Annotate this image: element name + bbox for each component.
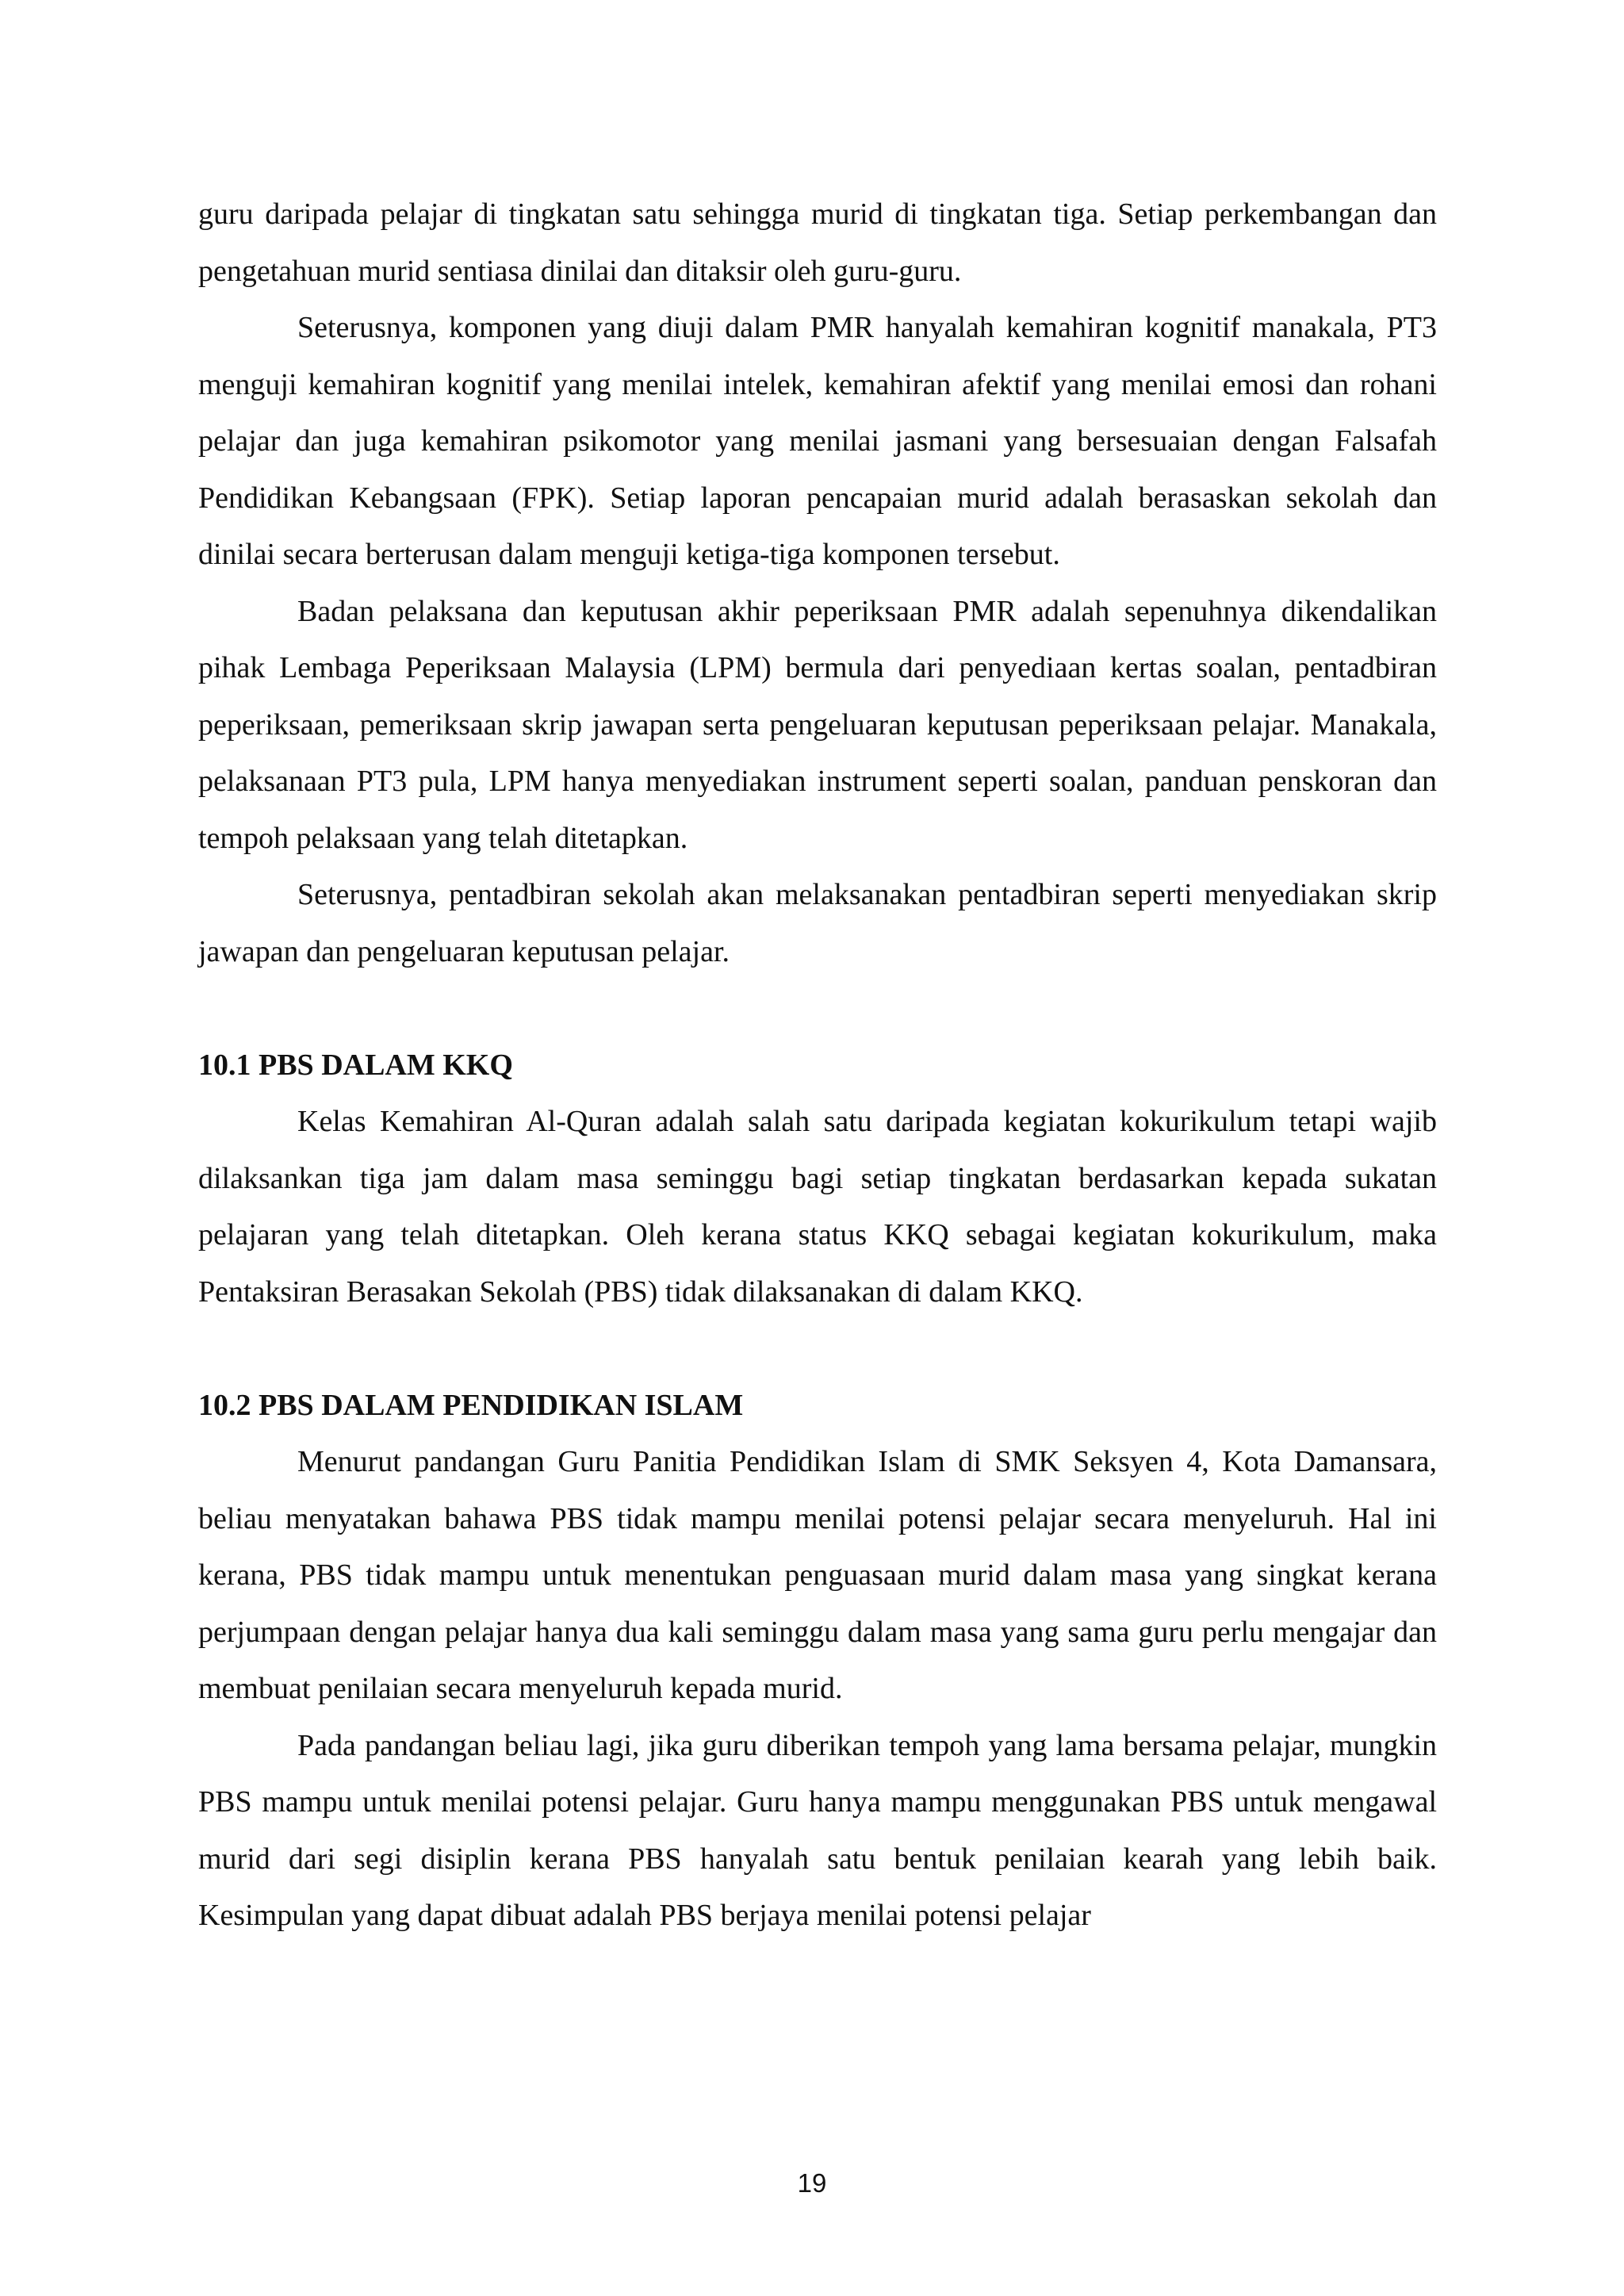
section-heading-10-1: 10.1 PBS DALAM KKQ xyxy=(198,1048,513,1082)
paragraph-components: Seterusnya, komponen yang diuji dalam PMR hanyalah kemahiran kognitif manakala, PT3 menguji kemahiran kognitif yang menilai intelek, kemahiran afektif yang menilai emosi dan rohani pelajar dan juga kemahiran psikomotor yang menilai jasmani yang bersesuaian dengan Falsafah Pendidikan Kebangsaan (FPK). Setiap laporan pencapaian murid adalah berasaskan sekolah dan dinilai secara berterusan dalam menguji ketiga-tiga komponen tersebut. xyxy=(198,311,1437,571)
paragraph-exam-body: Badan pelaksana dan keputusan akhir peperiksaan PMR adalah sepenuhnya dikendalikan pihak Lembaga Peperiksaan Malaysia (LPM) bermula dari penyediaan kertas soalan, pentadbiran peperiksaan, pemeriksaan skrip jawapan serta pengeluaran keputusan peperiksaan pelajar. Manakala, pelaksanaan PT3 pula, LPM hanya menyediakan instrument seperti soalan, panduan penskoran dan tempoh pelaksaan yang telah ditetapkan. xyxy=(198,594,1437,855)
section-heading-10-2: 10.2 PBS DALAM PENDIDIKAN ISLAM xyxy=(198,1388,744,1422)
paragraph-kkq: Kelas Kemahiran Al-Quran adalah salah satu daripada kegiatan kokurikulum tetapi wajib dilaksankan tiga jam dalam masa seminggu bagi setiap tingkatan berdasarkan kepada sukatan pelajaran yang telah ditetapkan. Oleh kerana status KKQ sebagai kegiatan kokurikulum, maka Pentaksiran Berasakan Sekolah (PBS) tidak dilaksanakan di dalam KKQ. xyxy=(198,1105,1437,1309)
page-number: 19 xyxy=(797,2168,827,2198)
document-body xyxy=(198,186,1437,1945)
paragraph-school-admin: Seterusnya, pentadbiran sekolah akan melaksanakan pentadbiran seperti menyediakan skrip jawapan dan pengeluaran keputusan pelajar. xyxy=(198,878,1437,968)
paragraph-continuation: guru daripada pelajar di tingkatan satu sehingga murid di tingkatan tiga. Setiap perkembangan dan pengetahuan murid sentiasa dinilai dan ditaksir oleh guru-guru. xyxy=(198,197,1437,288)
paragraph-teacher-view: Menurut pandangan Guru Panitia Pendidikan Islam di SMK Seksyen 4, Kota Damansara, beliau menyatakan bahawa PBS tidak mampu menilai potensi pelajar secara menyeluruh. Hal ini kerana, PBS tidak mampu untuk menentukan penguasaan murid dalam masa yang singkat kerana perjumpaan dengan pelajar hanya dua kali seminggu dalam masa yang sama guru perlu mengajar dan membuat penilaian secara menyeluruh kepada murid. xyxy=(198,1445,1437,1705)
paragraph-further-view: Pada pandangan beliau lagi, jika guru diberikan tempoh yang lama bersama pelajar, mungkin PBS mampu untuk menilai potensi pelajar. Guru hanya mampu menggunakan PBS untuk mengawal murid dari segi disiplin kerana PBS hanyalah satu bentuk penilaian kearah yang lebih baik. Kesimpulan yang dapat dibuat adalah PBS berjaya menilai potensi pelajar xyxy=(198,1728,1437,1932)
